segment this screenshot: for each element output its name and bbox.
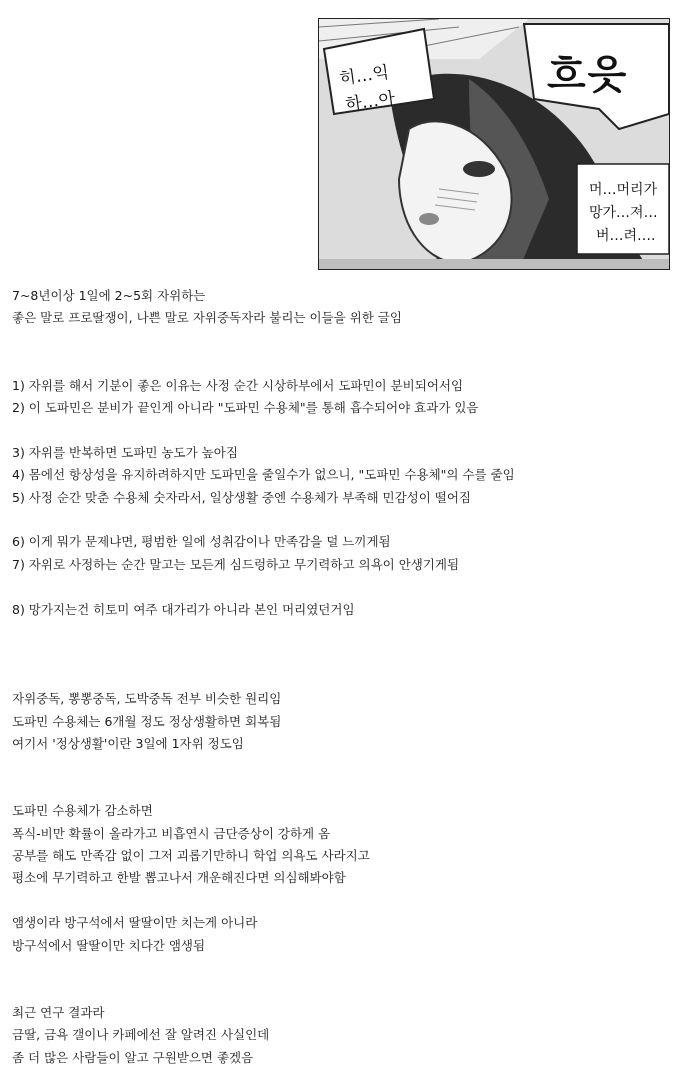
text-line: 1) 자위를 해서 기분이 좋은 이유는 사정 순간 시상하부에서 도파민이 분비되어서임: [12, 377, 464, 393]
text-line: [12, 352, 672, 374]
text-line: [12, 666, 672, 688]
text-line: 도파민 수용체는 6개월 정도 정상생활하면 회복됨: [12, 713, 282, 729]
text-line: 폭식-비만 확률이 올라가고 비흡연시 금단증상이 강하게 옴: [12, 825, 331, 841]
speech-bubble-text: 히…익: [338, 62, 391, 90]
text-line: [12, 778, 672, 800]
speech-bubble-text: 하…아: [344, 88, 397, 116]
text-line: [12, 979, 672, 1001]
text-line: [12, 643, 672, 665]
text-line: [12, 957, 672, 979]
text-line: 앰생이라 방구석에서 딸딸이만 치는게 아니라: [12, 915, 258, 931]
text-line: 공부를 해도 만족감 없이 그저 괴롭기만하니 학업 의욕도 사라지고: [12, 848, 370, 863]
text-line: [12, 621, 672, 643]
text-line: 여기서 '정상생활'이란 3일에 1자위 정도임: [12, 736, 244, 751]
text-line: 좋은 말로 프로딸쟁이, 나쁜 말로 자위중독자라 불리는 이들을 위한 글임: [12, 310, 402, 326]
text-line: 6) 이게 뭐가 문제냐면, 평범한 일에 성취감이나 만족감을 덜 느끼게됨: [12, 534, 391, 550]
text-line: [12, 509, 672, 531]
text-line: 7) 자위로 사정하는 순간 말고는 모든게 심드렁하고 무기력하고 의욕이 안생기게됨: [12, 556, 460, 572]
text-line: 5) 사정 순간 맞춘 수용체 숫자라서, 일상생활 중엔 수용체가 부족해 민감성이 떨어짐: [12, 489, 471, 505]
text-line: 자위중독, 뽕뽕중독, 도박중독 전부 비슷한 원리임: [12, 691, 282, 707]
text-line: [12, 576, 672, 598]
text-line: 3) 자위를 반복하면 도파민 농도가 높아짐: [12, 444, 238, 460]
text-line: 4) 몸에선 항상성을 유지하려하지만 도파민을 줄일수가 없으니, "도파민 수용체"의 수를 줄임: [12, 467, 515, 483]
text-line: 7~8년이상 1일에 2~5회 자위하는: [12, 288, 206, 303]
manga-panel-image: [318, 18, 670, 270]
text-line: 8) 망가지는건 히토미 여주 대가리가 아니라 본인 머리였던거임: [12, 601, 355, 617]
speech-bubble-small-text: 머…머리가: [589, 182, 658, 198]
text-line: 도파민 수용체가 감소하면: [12, 803, 153, 819]
text-line: [12, 419, 672, 441]
text-line: 좀 더 많은 사람들이 알고 구원받으면 좋겠음: [12, 1049, 254, 1065]
text-line: [12, 330, 672, 352]
text-line: 방구석에서 딸딸이만 치다간 앰생됨: [12, 937, 206, 953]
speech-bubble-big-text: 흐읏: [547, 52, 629, 98]
post-body: [12, 285, 672, 1069]
speech-bubble-small-text: 버…려….: [596, 228, 656, 244]
text-line: 2) 이 도파민은 분비가 끝인게 아니라 "도파민 수용체"를 통해 흡수되어야 효과가 있음: [12, 400, 479, 415]
speech-bubble-small-text: 망가…져…: [589, 205, 658, 221]
text-line: [12, 755, 672, 777]
text-line: [12, 890, 672, 912]
text-line: 최근 연구 결과라: [12, 1004, 105, 1020]
text-line: 금딸, 금욕 갤이나 카페에선 잘 알려진 사실인데: [12, 1027, 270, 1043]
text-line: 평소에 무기력하고 한발 뽑고나서 개운해진다면 의심해봐야함: [12, 870, 346, 886]
